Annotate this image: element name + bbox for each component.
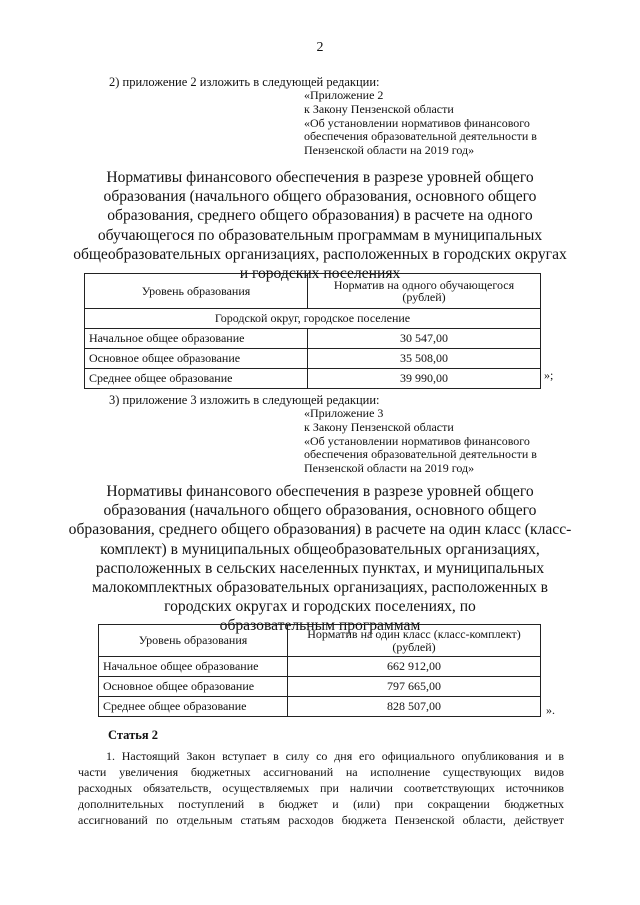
paragraph-line: расходных обязательств, осуществляемых при наличии соответствующих источников: [78, 781, 564, 795]
level-cell: Среднее общее образование: [99, 697, 288, 717]
table-row: [99, 657, 541, 677]
appendix-line: к Закону Пензенской области: [304, 101, 454, 116]
column-header-norm: Норматив на один класс (класс-комплект) (рублей): [288, 625, 541, 657]
appendix-line: обеспечения образовательной деятельности в: [304, 447, 537, 462]
norms-per-student-table: [84, 273, 541, 389]
appendix-2-caption: [304, 89, 537, 158]
heading-line: комплект) в муниципальных общеобразовательных организациях,: [100, 540, 540, 558]
heading-line: Нормативы финансового обеспечения в разрезе уровней общего: [106, 483, 534, 500]
norms-per-class-table: [98, 624, 541, 717]
value-cell: 39 990,00: [308, 369, 541, 389]
level-cell: Начальное общее образование: [85, 329, 308, 349]
paragraph-line: части увеличения бюджетных ассигнований на исполнение существующих видов: [78, 765, 564, 779]
paragraph-line: 1. Настоящий Закон вступает в силу со дня его официального опубликования и в: [106, 749, 564, 763]
value-cell: 30 547,00: [308, 329, 541, 349]
table-row: [85, 369, 541, 389]
heading-line: Нормативы финансового обеспечения в разрезе уровней общего: [106, 169, 534, 186]
appendix-line: обеспечения образовательной деятельности в: [304, 129, 537, 144]
table-2-closing-quote: »;: [544, 368, 554, 382]
column-header-level: Уровень образования: [85, 274, 308, 309]
item-3-text: 3) приложение 3 изложить в следующей редакции:: [109, 393, 380, 407]
heading-line: образовательным программам: [219, 617, 421, 635]
paragraph-line: дополнительных поступлений в бюджет и (или) при сокращении бюджетных: [78, 797, 564, 811]
value-cell: 828 507,00: [288, 697, 541, 717]
table-row: [85, 349, 541, 369]
table-row: [99, 677, 541, 697]
heading-line: городских округах и городских поселениях, по: [164, 598, 476, 616]
value-cell: 797 665,00: [288, 677, 541, 697]
level-cell: Начальное общее образование: [99, 657, 288, 677]
column-header-norm: Норматив на одного обучающегося (рублей): [308, 274, 541, 309]
heading-line: малокомплектных образовательных организациях, расположенных в: [91, 579, 549, 597]
paragraph-line: ассигнований по отдельным статьям расходов бюджета Пензенской области, действует: [78, 813, 564, 827]
table-header-row: [99, 625, 541, 657]
value-cell: 662 912,00: [288, 657, 541, 677]
group-label: Городской округ, городское поселение: [85, 309, 541, 329]
heading-line: образования, среднего общего образования) в расчете на один класс (класс-: [68, 521, 572, 539]
level-cell: Среднее общее образование: [85, 369, 308, 389]
table-3-heading: [60, 482, 580, 636]
table-2-heading: [60, 168, 580, 283]
appendix-line: к Закону Пензенской области: [304, 419, 454, 434]
column-header-level: Уровень образования: [99, 625, 288, 657]
appendix-line: «Об установлении нормативов финансового: [304, 433, 530, 448]
heading-line: образования (начального общего образования, основного общего: [103, 188, 537, 206]
appendix-line: «Приложение 2: [304, 88, 384, 102]
heading-line: и городских поселениях: [239, 265, 401, 283]
table-header-row: [85, 274, 541, 309]
heading-line: общеобразовательных организациях, расположенных в городских округах: [73, 245, 567, 263]
heading-line: образования, среднего общего образования) в расчете на одного: [107, 207, 533, 225]
table-row: [99, 697, 541, 717]
appendix-3-caption: [304, 407, 537, 476]
value-cell: 35 508,00: [308, 349, 541, 369]
heading-line: образования (начального общего образования, основного общего: [103, 502, 537, 520]
appendix-line: «Об установлении нормативов финансового: [304, 115, 530, 130]
level-cell: Основное общее образование: [99, 677, 288, 697]
appendix-line: «Приложение 3: [304, 406, 384, 420]
appendix-line: Пензенской области на 2019 год»: [304, 461, 475, 476]
page-number: 2: [316, 40, 324, 55]
appendix-line: Пензенской области на 2019 год»: [304, 143, 475, 158]
level-cell: Основное общее образование: [85, 349, 308, 369]
article-2-title: Статья 2: [108, 728, 158, 742]
group-row: [85, 309, 541, 329]
table-3-closing-quote: ».: [546, 703, 555, 717]
article-2-paragraph: [78, 748, 564, 828]
item-2-text: 2) приложение 2 изложить в следующей редакции:: [109, 75, 380, 89]
heading-line: обучающегося по образовательным программам в муниципальных: [97, 226, 543, 244]
table-row: [85, 329, 541, 349]
heading-line: расположенных в сельских населенных пунктах, и муниципальных: [95, 559, 545, 577]
